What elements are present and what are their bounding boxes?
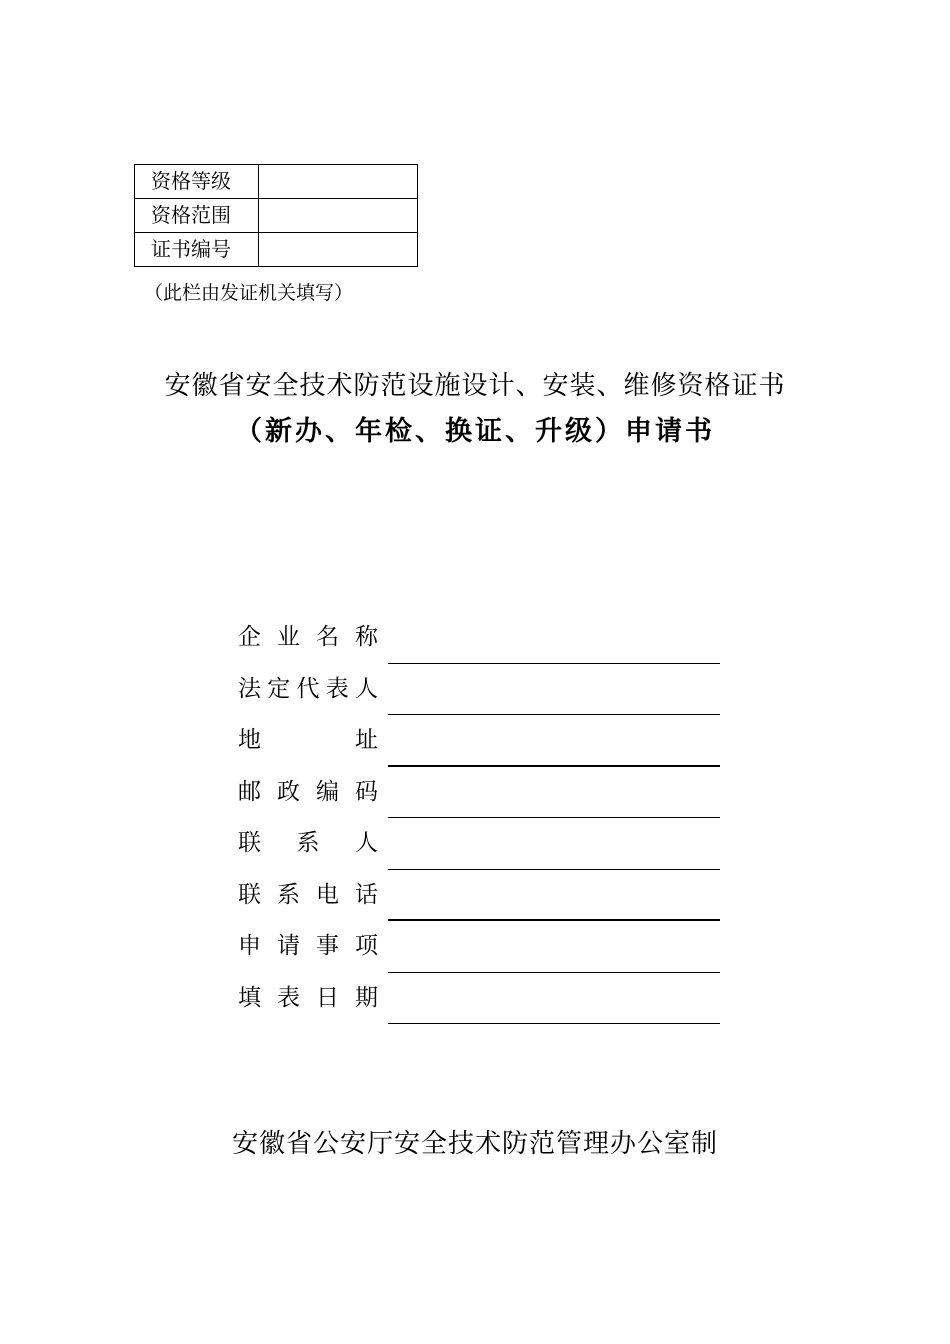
table-row xyxy=(135,165,418,199)
label-char: 业 xyxy=(277,624,300,650)
legal-representative-field[interactable] xyxy=(388,682,720,715)
contact-person-field[interactable] xyxy=(388,837,720,870)
table-row xyxy=(135,199,418,233)
label-char: 名 xyxy=(316,624,339,650)
form-row-fill-date xyxy=(238,973,720,1025)
contact-phone-field[interactable] xyxy=(388,887,720,921)
field-label xyxy=(238,620,378,654)
label-char: 项 xyxy=(355,933,378,959)
issuing-authority: 安徽省公安厅安全技术防范管理办公室制 xyxy=(231,1129,718,1159)
application-item-field[interactable] xyxy=(388,940,720,973)
label-char: 填 xyxy=(238,984,261,1011)
label-char: 代 xyxy=(296,675,320,702)
label-char: 法 xyxy=(238,675,261,702)
field-label xyxy=(238,981,378,1015)
form-row-postal-code xyxy=(238,767,720,819)
label-char: 系 xyxy=(296,830,320,856)
address-field[interactable] xyxy=(388,733,720,767)
qualification-scope-value[interactable] xyxy=(259,199,418,233)
label-char: 事 xyxy=(316,933,339,959)
label-char: 政 xyxy=(277,778,300,805)
label-char: 定 xyxy=(267,675,291,702)
certificate-number-value[interactable] xyxy=(259,233,418,267)
form-row-legal-representative xyxy=(238,664,720,716)
qualification-level-value[interactable] xyxy=(259,165,418,199)
label-char: 期 xyxy=(355,984,378,1011)
document-title: 安徽省安全技术防范设施设计、安装、维修资格证书 xyxy=(164,371,786,401)
label-char: 址 xyxy=(355,727,378,753)
field-label xyxy=(238,723,378,757)
label-char: 联 xyxy=(238,830,261,856)
certificate-number-label: 证书编号 xyxy=(135,233,259,267)
form-row-application-item xyxy=(238,921,720,973)
label-char: 系 xyxy=(277,881,300,908)
postal-code-field[interactable] xyxy=(388,785,720,818)
label-char: 人 xyxy=(355,675,378,702)
label-char: 话 xyxy=(355,881,378,908)
fill-date-field[interactable] xyxy=(388,991,720,1024)
application-form xyxy=(238,612,720,1024)
label-char: 编 xyxy=(316,778,339,805)
document-subtitle: （新办、年检、换证、升级）申请书 xyxy=(235,416,715,447)
label-char: 请 xyxy=(277,933,300,959)
field-label xyxy=(238,878,378,912)
qualification-scope-label: 资格范围 xyxy=(135,199,259,233)
company-name-field[interactable] xyxy=(388,631,720,664)
form-row-contact-phone xyxy=(238,870,720,922)
table-note: （此栏由发证机关填写） xyxy=(144,282,354,304)
table-row xyxy=(135,233,418,267)
label-char: 地 xyxy=(238,727,261,753)
label-char: 申 xyxy=(238,933,261,959)
field-label xyxy=(238,826,378,860)
field-label xyxy=(238,929,378,963)
label-char: 联 xyxy=(238,881,261,908)
qualification-level-label: 资格等级 xyxy=(135,165,259,199)
label-char: 日 xyxy=(316,984,339,1011)
field-label xyxy=(238,672,378,706)
qualification-table xyxy=(134,164,418,267)
label-char: 人 xyxy=(355,830,378,856)
label-char: 企 xyxy=(238,624,261,650)
form-row-company-name xyxy=(238,612,720,664)
label-char: 电 xyxy=(316,881,339,908)
form-row-address xyxy=(238,715,720,767)
label-char: 码 xyxy=(355,778,378,805)
field-label xyxy=(238,775,378,809)
label-char: 表 xyxy=(277,984,300,1011)
label-char: 表 xyxy=(325,675,349,702)
form-row-contact-person xyxy=(238,818,720,870)
label-char: 称 xyxy=(355,624,378,650)
label-char: 邮 xyxy=(238,778,261,805)
